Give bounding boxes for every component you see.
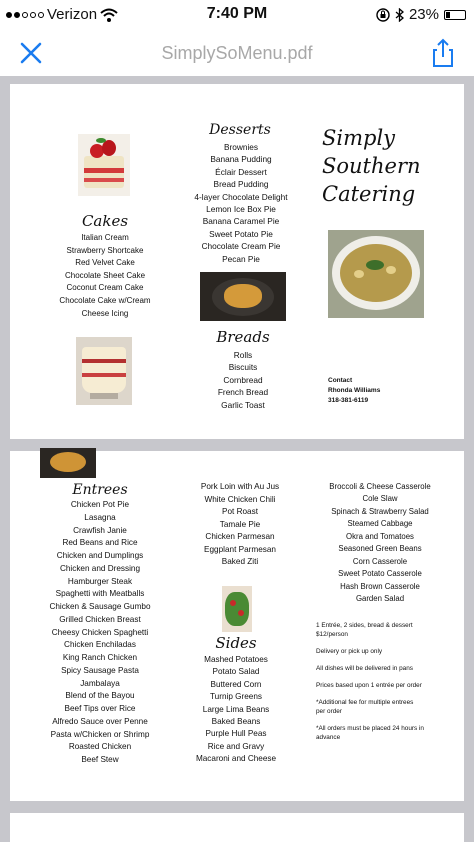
brand-line-2: Southern	[322, 154, 421, 178]
menu-item: Rolls	[233, 350, 253, 360]
pdf-page-2	[10, 451, 464, 801]
menu-item: Large Lima Beans	[202, 704, 270, 714]
menu-item: Jambalaya	[80, 678, 120, 688]
menu-item: King Ranch Chicken	[62, 653, 138, 662]
menu-item: Broccoli & Cheese Casserole	[329, 482, 431, 491]
menu-item: Baked Ziti	[221, 557, 259, 566]
desserts-heading: Desserts	[209, 122, 271, 138]
menu-item: Chicken Enchiladas	[64, 640, 136, 650]
menu-item: Sweet Potato Pie	[209, 228, 273, 239]
menu-item: Tamale Pie	[219, 519, 261, 529]
order-note: *Additional fee for multiple entrees per order	[316, 699, 414, 715]
entrees-more-list	[180, 481, 300, 569]
menu-item: Spicy Sausage Pasta	[61, 665, 139, 675]
menu-item: Chicken Pot Pie	[70, 500, 130, 509]
menu-item: Coconut Cream Cake	[66, 283, 144, 293]
status-time: 7:40 PM	[206, 5, 268, 22]
menu-item: Chicken and Dressing	[59, 563, 141, 573]
menu-item: Chocolate Sheet Cake	[64, 270, 146, 280]
menu-item: Cornbread	[223, 374, 263, 385]
menu-item: Red Beans and Rice	[62, 538, 138, 548]
menu-item: Sweet Potato Casserole	[338, 569, 422, 579]
navigation-bar	[0, 30, 474, 77]
bluetooth-icon	[395, 8, 404, 22]
menu-item: Banana Caramel Pie	[202, 216, 280, 227]
order-note: 1 Entrée, 2 sides, bread & dessert $12/person	[316, 622, 413, 638]
pdf-viewer[interactable]	[0, 76, 474, 842]
order-note: Delivery or pick up only	[316, 648, 383, 655]
menu-item: Pasta w/Chicken or Shrimp	[50, 729, 150, 739]
menu-item: Chicken Parmesan	[205, 532, 275, 541]
menu-item: Seasoned Green Beans	[338, 544, 422, 554]
menu-item: Pecan Pie	[222, 253, 260, 264]
pdf-page-1	[10, 84, 464, 439]
contact-block	[328, 376, 418, 406]
brand-title	[322, 124, 462, 208]
sides-more-list	[310, 481, 450, 606]
menu-item: Rice and Gravy	[207, 741, 265, 751]
battery-icon	[444, 10, 466, 20]
brand-line-1: Simply	[322, 126, 396, 150]
menu-item: Potato Salad	[212, 667, 260, 677]
contact-phone[interactable]: 318-381-6119	[328, 397, 369, 404]
menu-item: Steamed Cabbage	[347, 519, 413, 529]
menu-item: Buttered Corn	[210, 679, 262, 689]
menu-item: White Chicken Chili	[204, 494, 276, 504]
order-note: All dishes will be delivered in pans	[316, 665, 413, 672]
menu-item: Crawfish Janie	[73, 525, 127, 535]
strawberry-cake-photo	[78, 134, 130, 196]
status-bar	[0, 0, 474, 30]
menu-item: Garlic Toast	[221, 399, 265, 410]
entrees-heading: Entrees	[72, 482, 128, 498]
menu-item: Lemon Ice Box Pie	[206, 204, 276, 215]
desserts-list	[178, 141, 304, 265]
status-right	[376, 6, 466, 23]
breads-list	[190, 349, 296, 411]
soup-photo	[328, 230, 424, 318]
carrier-label: Verizon	[47, 6, 98, 23]
order-note: *All orders must be placed 24 hours in advance	[316, 725, 424, 741]
menu-item: Cheese Icing	[81, 308, 129, 318]
menu-item: Spinach & Strawberry Salad	[331, 506, 429, 516]
menu-item: Chocolate Cream Pie	[201, 241, 281, 252]
salad-photo	[222, 586, 252, 632]
menu-item: Roasted Chicken	[68, 742, 132, 752]
breads-heading: Breads	[216, 328, 270, 346]
order-notes	[316, 621, 424, 750]
share-icon[interactable]	[426, 36, 460, 70]
menu-item: Éclair Dessert	[215, 166, 267, 177]
contact-label: Contact	[328, 377, 353, 384]
menu-item: Biscuits	[228, 362, 258, 373]
cakes-heading: Cakes	[81, 212, 129, 230]
menu-item: Beef Stew	[81, 755, 119, 764]
menu-item: Pot Roast	[222, 507, 258, 516]
menu-item: Grilled Chicken Breast	[59, 614, 141, 624]
cornbread-photo-small	[40, 448, 96, 478]
menu-item: Chicken & Sausage Gumbo	[49, 602, 151, 611]
menu-item: Mashed Potatoes	[204, 655, 268, 664]
menu-item: French Bread	[217, 387, 269, 398]
menu-item: Strawberry Shortcake	[66, 245, 144, 255]
cakes-list	[38, 232, 172, 320]
brand-line-3: Catering	[322, 182, 416, 206]
menu-item: Cheesy Chicken Spaghetti	[51, 627, 149, 637]
menu-item: Eggplant Parmesan	[204, 544, 276, 554]
cornbread-photo	[200, 272, 286, 321]
sides-list	[182, 654, 290, 766]
menu-item: Turnip Greens	[209, 692, 263, 702]
menu-item: Bread Pudding	[213, 179, 269, 190]
entrees-list	[30, 499, 170, 767]
menu-item: Macaroni and Cheese	[195, 754, 277, 764]
menu-item: Pork Loin with Au Jus	[200, 482, 280, 491]
menu-item: Chocolate Cake w/Cream	[59, 295, 151, 305]
menu-item: Garden Salad	[355, 594, 405, 604]
menu-item: Hash Brown Casserole	[340, 581, 420, 591]
contact-name: Rhonda Williams	[328, 387, 381, 394]
menu-item: Red Velvet Cake	[75, 258, 135, 268]
sides-heading: Sides	[215, 634, 257, 652]
menu-item: Italian Cream	[81, 233, 129, 242]
menu-item: Blend of the Bayou	[65, 691, 135, 701]
menu-item: Okra and Tomatoes	[346, 531, 414, 541]
battery-label: 23%	[408, 6, 439, 23]
orientation-lock-icon	[376, 8, 390, 22]
trifle-photo	[76, 337, 132, 405]
menu-item: Spaghetti with Meatballs	[55, 589, 145, 599]
order-note: Prices based upon 1 entrée per order	[316, 682, 422, 689]
menu-item: Baked Beans	[211, 717, 261, 727]
menu-item: Hamburger Steak	[67, 576, 133, 586]
menu-item: Purple Hull Peas	[205, 729, 267, 739]
pdf-page-3	[10, 813, 464, 842]
menu-item: Corn Casserole	[352, 556, 408, 566]
menu-item: 4-layer Chocolate Delight	[194, 191, 288, 202]
menu-item: Alfredo Sauce over Penne	[52, 716, 148, 726]
menu-item: Chicken and Dumplings	[56, 551, 144, 560]
menu-item: Cole Slaw	[362, 494, 398, 504]
menu-item: Banana Pudding	[210, 154, 272, 165]
menu-item: Lasagna	[84, 512, 116, 522]
menu-item: Beef Tips over Rice	[64, 704, 136, 713]
document-title: SimplySoMenu.pdf	[161, 43, 313, 63]
menu-item: Brownies	[223, 142, 259, 152]
